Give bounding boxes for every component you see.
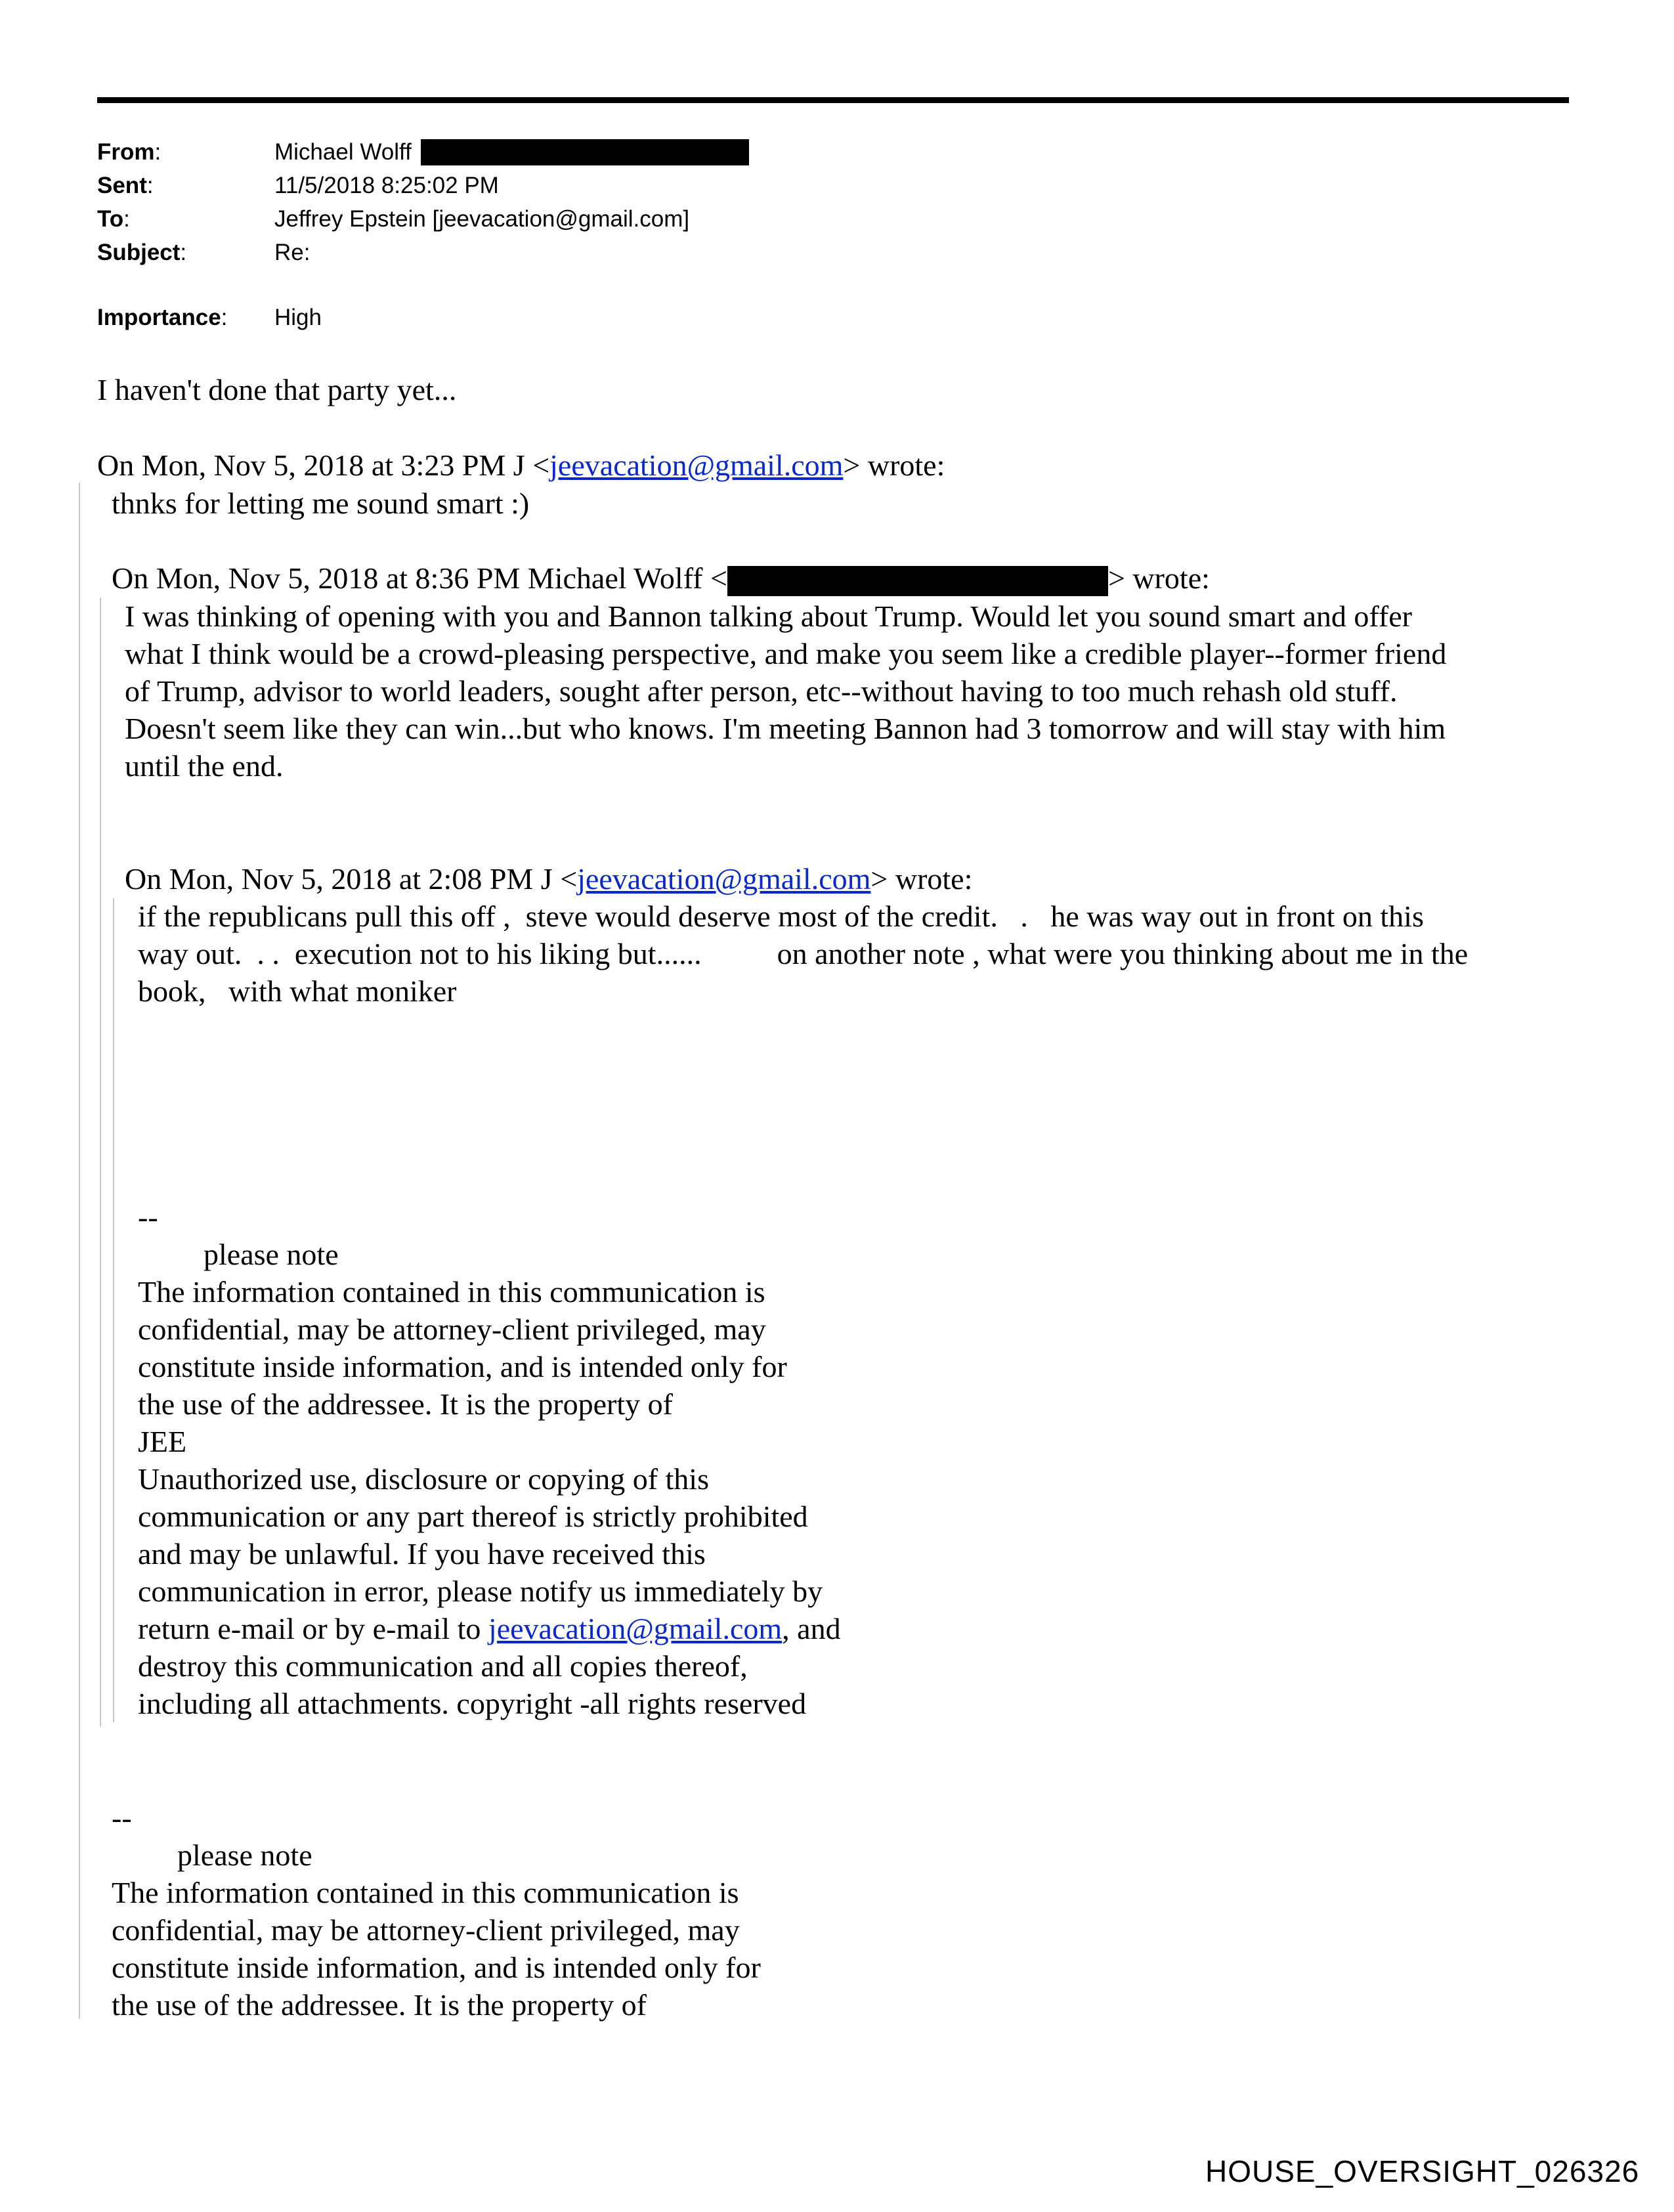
from-row: From: Michael Wolff: [97, 135, 749, 169]
to-row: To: Jeffrey Epstein [jeevacation@gmail.com]: [97, 206, 690, 232]
signature-note: please note: [177, 1838, 312, 1872]
text-line: including all attachments. copyright -all rights reserved: [138, 1687, 807, 1720]
quote-bar-level-3: [113, 898, 114, 1722]
text-line: confidential, may be attorney-client privileged, may: [112, 1913, 740, 1947]
text-line: Doesn't seem like they can win...but who knows. I'm meeting Bannon had 3 tomorrow and will stay with him: [125, 712, 1446, 745]
text-line: constitute inside information, and is intended only for: [138, 1350, 787, 1383]
signature-block: [138, 1198, 841, 1722]
text-line: until the end.: [125, 749, 284, 783]
sent-value: 11/5/2018 8:25:02 PM: [274, 172, 499, 198]
signature-dash: --: [112, 1801, 132, 1834]
quote3-attribution: On Mon, Nov 5, 2018 at 2:08 PM J <jeevacation@gmail.com> wrote:: [125, 862, 973, 896]
text-line: what I think would be a crowd-pleasing perspective, and make you seem like a credible player--former friend: [125, 637, 1447, 670]
email-link[interactable]: jeevacation@gmail.com: [549, 448, 844, 482]
quote-bar-level-1: [79, 483, 80, 2019]
email-link[interactable]: jeevacation@gmail.com: [488, 1612, 783, 1645]
redaction-box: [727, 566, 1108, 596]
email-link[interactable]: jeevacation@gmail.com: [577, 862, 871, 896]
bates-number: HOUSE_OVERSIGHT_026326: [1205, 2154, 1640, 2188]
email-header: [97, 135, 749, 334]
text-line: JEE: [138, 1425, 187, 1458]
text-line: The information contained in this communication is: [138, 1275, 765, 1309]
quote2-body: [125, 597, 1446, 785]
quote-bar-level-2: [100, 597, 101, 1727]
subject-value: Re:: [274, 239, 311, 265]
signature-dash: --: [138, 1200, 158, 1234]
text-line: the use of the addressee. It is the property of: [138, 1387, 673, 1421]
quote1-text: thnks for letting me sound smart :): [112, 487, 530, 520]
text-line: way out. . . execution not to his liking but...... on another note , what were you thinking about me in the: [138, 937, 1469, 970]
quote2-attribution: On Mon, Nov 5, 2018 at 8:36 PM Michael Wolff < > wrote:: [112, 559, 1210, 597]
text-line: if the republicans pull this off , steve would deserve most of the credit. . he was way out in front on this: [138, 900, 1424, 933]
text-line: communication or any part thereof is strictly prohibited: [138, 1500, 808, 1533]
text-line: and may be unlawful. If you have received this: [138, 1537, 706, 1571]
text-line: I was thinking of opening with you and Bannon talking about Trump. Would let you sound smart and offer: [125, 599, 1412, 633]
quote3-body: [138, 898, 1468, 1010]
text-line: of Trump, advisor to world leaders, sought after person, etc--without having to too much rehash old stuff.: [125, 674, 1398, 708]
redaction-box: [421, 139, 749, 165]
text-line: The information contained in this communication is: [112, 1876, 739, 1909]
importance-label: Importance: [97, 304, 221, 330]
text-line: Unauthorized use, disclosure or copying of this: [138, 1462, 709, 1496]
text-line: constitute inside information, and is intended only for: [112, 1951, 761, 1984]
text-line: destroy this communication and all copies thereof,: [138, 1649, 748, 1683]
signature-block-outer: [112, 1799, 761, 2024]
to-value: Jeffrey Epstein [jeevacation@gmail.com]: [274, 206, 690, 232]
top-rule: [97, 97, 1569, 103]
importance-row: Importance: High: [97, 304, 322, 330]
subject-row: Subject: Re:: [97, 239, 311, 265]
quote1-attribution: On Mon, Nov 5, 2018 at 3:23 PM J <jeevacation@gmail.com> wrote:: [97, 448, 945, 482]
importance-value: High: [274, 304, 322, 330]
to-label: To: [97, 206, 124, 232]
reply-text: I haven't done that party yet...: [97, 373, 457, 406]
text-line: the use of the addressee. It is the property of: [112, 1988, 647, 2022]
from-label: From: [97, 139, 155, 165]
text-line: confidential, may be attorney-client privileged, may: [138, 1312, 766, 1346]
signature-note: please note: [204, 1238, 339, 1271]
sent-label: Sent: [97, 172, 147, 198]
sent-row: Sent: 11/5/2018 8:25:02 PM: [97, 172, 499, 198]
text-line: book, with what moniker: [138, 974, 457, 1008]
text-line: communication in error, please notify us immediately by: [138, 1574, 823, 1608]
from-value: Michael Wolff: [274, 139, 412, 165]
text-line: return e-mail or by e-mail to jeevacation@gmail.com, and: [138, 1612, 841, 1645]
subject-label: Subject: [97, 239, 181, 265]
